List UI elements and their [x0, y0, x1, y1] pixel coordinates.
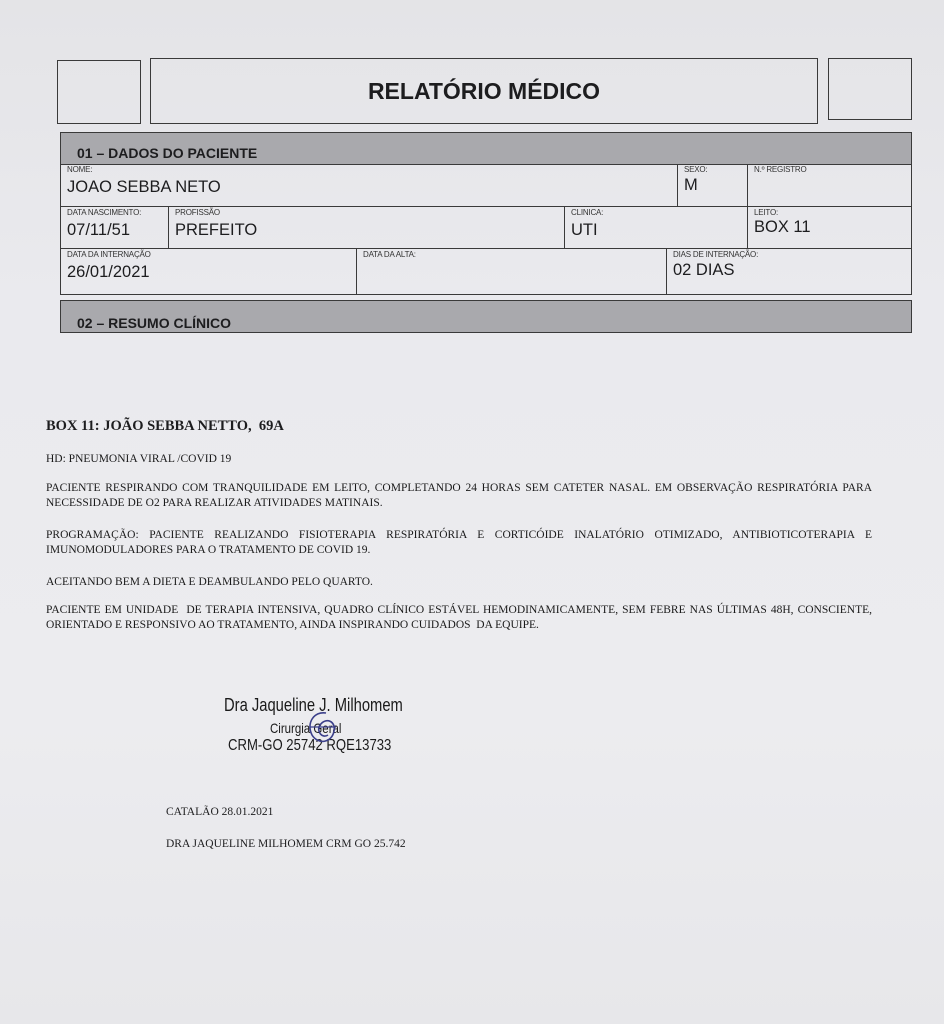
nome-label: NOME: — [67, 165, 93, 174]
doctor-signature-line: DRA JAQUELINE MILHOMEM CRM GO 25.742 — [166, 838, 406, 850]
section-clinical-summary-bar — [60, 300, 912, 333]
cell-sexo — [678, 164, 748, 206]
report-hd: HD: PNEUMONIA VIRAL /COVID 19 — [46, 453, 232, 465]
alta-label: DATA DA ALTA: — [363, 250, 416, 259]
patient-row-1 — [61, 164, 911, 207]
header-right-box — [828, 58, 912, 120]
patient-row-2 — [61, 207, 911, 249]
cell-nascimento — [61, 207, 169, 248]
cell-dias — [667, 249, 912, 294]
clinica-label: CLINICA: — [571, 208, 604, 217]
clinica-value: UTI — [571, 221, 598, 239]
sexo-label: SEXO: — [684, 165, 708, 174]
profissao-value: PREFEITO — [175, 221, 258, 239]
cell-leito — [748, 207, 912, 248]
section-patient-data-title: 01 – DADOS DO PACIENTE — [77, 145, 258, 161]
stamp-specialty: Cirurgia Geral — [270, 720, 342, 736]
sexo-value: M — [684, 176, 698, 194]
registro-label: N.º REGISTRO — [754, 165, 807, 174]
report-paragraph-4: PACIENTE EM UNIDADE DE TERAPIA INTENSIVA, QUADRO CLÍNICO ESTÁVEL HEMODINAMICAMENTE, SEM FEBRE NAS ÚLTIMAS 48H, CONSCIENTE, ORIENTADO E RESPONSIVO AO TRATAMENTO, AINDA INSPIRANDO CUIDADOS DA EQUIPE. — [46, 604, 875, 631]
stamp-crm: CRM-GO 25742 RQE13733 — [228, 737, 392, 754]
section-clinical-summary-title: 02 – RESUMO CLÍNICO — [77, 315, 232, 331]
report-paragraph-3: ACEITANDO BEM A DIETA E DEAMBULANDO PELO QUARTO. — [46, 576, 373, 588]
signature-scribble — [296, 705, 346, 755]
header-title-box — [150, 58, 818, 124]
cell-internacao — [61, 249, 357, 294]
report-heading: BOX 11: JOÃO SEBBA NETTO, 69A — [46, 418, 284, 434]
dias-value: 02 DIAS — [673, 261, 735, 279]
stamp-name: Dra Jaqueline J. Milhomem — [224, 695, 403, 715]
header-left-box — [57, 60, 141, 124]
dias-label: DIAS DE INTERNAÇÃO: — [673, 250, 759, 259]
report-paragraph-2: PROGRAMAÇÃO: PACIENTE REALIZANDO FISIOTERAPIA RESPIRATÓRIA E CORTICÓIDE INALATÓRIO OTIMIZADO, ANTIBIOTICOTERAPIA E IMUNOMODULADORES PARA O TRATAMENTO DE COVID 19. — [46, 529, 872, 556]
profissao-label: PROFISSÃO — [175, 208, 220, 217]
cell-clinica — [565, 207, 748, 248]
nascimento-value: 07/11/51 — [67, 221, 131, 239]
cell-alta — [357, 249, 667, 294]
patient-row-3 — [61, 249, 911, 294]
cell-profissao — [169, 207, 565, 248]
report-paragraph-1: PACIENTE RESPIRANDO COM TRANQUILIDADE EM LEITO, COMPLETANDO 24 HORAS SEM CATETER NASAL. EM OBSERVAÇÃO RESPIRATÓRIA PARA NECESSIDADE DE O2 PARA REALIZAR ATIVIDADES MATINAIS. — [46, 482, 872, 509]
section-patient-data-bar — [60, 132, 912, 165]
cell-nome — [61, 164, 678, 206]
internacao-value: 26/01/2021 — [67, 263, 150, 281]
doctor-stamp — [224, 695, 464, 765]
nascimento-label: DATA NASCIMENTO: — [67, 208, 142, 217]
leito-value: BOX 11 — [754, 218, 811, 236]
patient-data-table — [60, 164, 912, 295]
leito-label: LEITO: — [754, 208, 778, 217]
page-title: RELATÓRIO MÉDICO — [367, 77, 601, 104]
cell-registro — [748, 164, 912, 206]
internacao-label: DATA DA INTERNAÇÃO — [67, 250, 151, 259]
place-date: CATALÃO 28.01.2021 — [166, 806, 274, 818]
nome-value: JOAO SEBBA NETO — [67, 178, 221, 196]
